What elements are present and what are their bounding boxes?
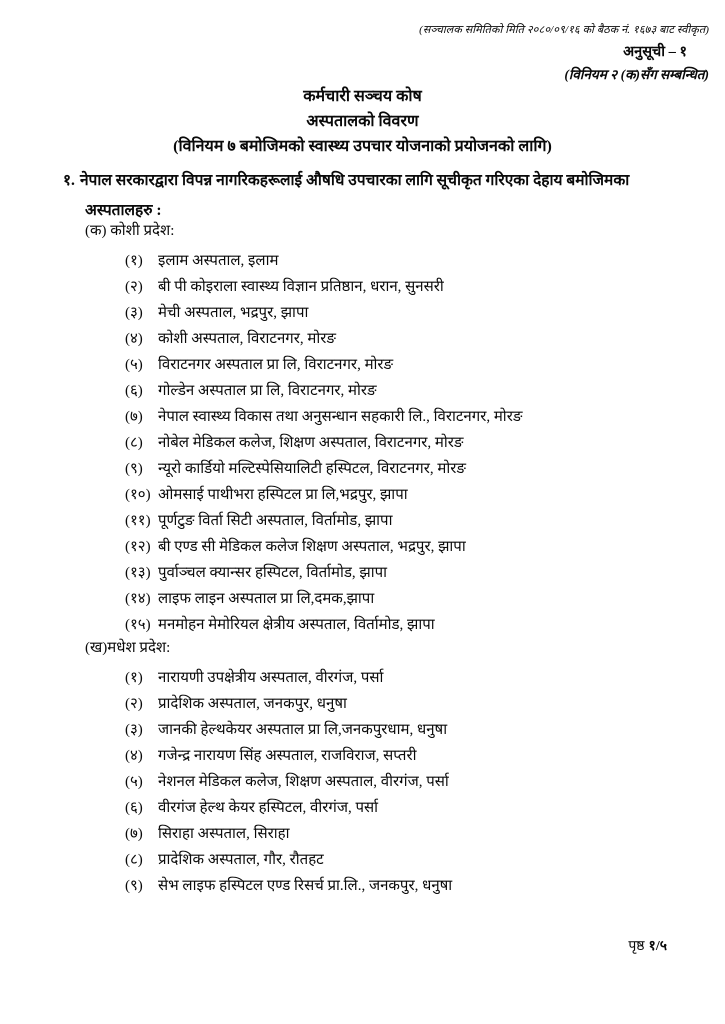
- title-block: [0, 84, 725, 159]
- item-text: कोशी अस्पताल, विराटनगर, मोरङ: [158, 331, 336, 347]
- list-item: [125, 797, 691, 823]
- list-item: [125, 406, 691, 432]
- item-text: जानकी हेल्थकेयर अस्पताल प्रा लि,जनकपुरधाम, धनुषा: [158, 722, 448, 738]
- item-text: गोल्डेन अस्पताल प्रा लि, विराटनगर, मोरङ: [158, 383, 377, 399]
- item-text: इलाम अस्पताल, इलाम: [158, 253, 279, 269]
- doc-purpose: (विनियम ७ बमोजिमको स्वास्थ्य उपचार योजनाको प्रयोजनको लागि): [173, 138, 552, 155]
- page-footer: [628, 936, 667, 955]
- header-annotations: [419, 22, 709, 83]
- list-item: [125, 745, 691, 771]
- item-number: (८): [125, 435, 143, 451]
- item-text: नारायणी उपक्षेत्रीय अस्पताल, वीरगंज, पर्सा: [158, 670, 384, 686]
- org-title: कर्मचारी सञ्चय कोष: [303, 88, 422, 105]
- list-item: [125, 562, 691, 588]
- list-item: [125, 484, 691, 510]
- item-text: लाइफ लाइन अस्पताल प्रा लि,दमक,झापा: [158, 591, 375, 607]
- list-item: [125, 693, 691, 719]
- list-item: [125, 667, 691, 693]
- item-number: (२): [125, 696, 143, 712]
- item-number: (३): [125, 305, 143, 321]
- item-text: गजेन्द्र नारायण सिंह अस्पताल, राजविराज, सप्तरी: [158, 748, 417, 764]
- list-item: [125, 380, 691, 406]
- item-text: प्रादेशिक अस्पताल, जनकपुर, धनुषा: [158, 696, 347, 712]
- item-text: सिराहा अस्पताल, सिराहा: [158, 826, 290, 842]
- item-number: (११): [125, 513, 151, 529]
- list-item: [125, 875, 691, 901]
- item-number: (१०): [125, 487, 151, 503]
- item-text: पुर्वाञ्चल क्यान्सर हस्पिटल, विर्तामोड, झापा: [158, 565, 388, 581]
- list-item: [125, 250, 691, 276]
- list-item: [125, 302, 691, 328]
- list-item: [125, 823, 691, 849]
- item-text: वीरगंज हेल्थ केयर हस्पिटल, वीरगंज, पर्सा: [158, 800, 379, 816]
- doc-subtitle: अस्पतालको विवरण: [306, 113, 419, 130]
- regulation-reference: (विनियम २ (क)सँग सम्बन्धित): [564, 67, 709, 82]
- item-number: (१२): [125, 539, 151, 555]
- list-item: [125, 588, 691, 614]
- hospital-list: [125, 667, 691, 901]
- item-number: (१३): [125, 565, 151, 581]
- section-heading: (क) कोशी प्रदेश:: [85, 223, 175, 239]
- item-text: बी एण्ड सी मेडिकल कलेज शिक्षण अस्पताल, भद्रपुर, झापा: [158, 539, 466, 555]
- page-number: १/५: [648, 939, 667, 954]
- item-text: प्रादेशिक अस्पताल, गौर, रौतहट: [158, 852, 324, 868]
- list-item: [125, 771, 691, 797]
- list-item: [125, 458, 691, 484]
- item-number: (७): [125, 409, 143, 425]
- item-text: विराटनगर अस्पताल प्रा लि, विराटनगर, मोरङ: [158, 357, 394, 373]
- section-heading: (ख)मधेश प्रदेश:: [85, 640, 171, 656]
- item-text: मेची अस्पताल, भद्रपुर, झापा: [158, 305, 309, 321]
- list-item: [125, 354, 691, 380]
- item-number: (९): [125, 461, 143, 477]
- item-text: नेपाल स्वास्थ्य विकास तथा अनुसन्धान सहकारी लि., विराटनगर, मोरङ: [158, 409, 523, 425]
- item-number: (५): [125, 357, 143, 373]
- item-number: (९): [125, 878, 143, 894]
- item-number: (१): [125, 670, 143, 686]
- list-item: [125, 432, 691, 458]
- section-madhesh-province: [85, 637, 691, 901]
- clause-text-continued: अस्पतालहरु :: [85, 202, 162, 219]
- annex-label: अनुसूची – १: [623, 44, 687, 60]
- item-text: पूर्णटुङ विर्ता सिटी अस्पताल, विर्तामोड, झापा: [158, 513, 393, 529]
- item-text: न्यूरो कार्डियो मल्टिस्पेसियालिटी हस्पिटल, विराटनगर, मोरङ: [158, 461, 466, 477]
- item-number: (२): [125, 279, 143, 295]
- list-item: [125, 276, 691, 302]
- item-number: (३): [125, 722, 143, 738]
- item-text: मनमोहन मेमोरियल क्षेत्रीय अस्पताल, विर्तामोड, झापा: [158, 617, 435, 633]
- intro-clause: [63, 166, 691, 226]
- item-number: (५): [125, 774, 143, 790]
- clause-number: १.: [63, 172, 75, 189]
- item-number: (१४): [125, 591, 151, 607]
- item-number: (४): [125, 331, 143, 347]
- item-number: (८): [125, 852, 143, 868]
- list-item: [125, 719, 691, 745]
- page-label: पृष्ठ: [628, 939, 645, 954]
- item-number: (१): [125, 253, 143, 269]
- item-text: बी पी कोइराला स्वास्थ्य विज्ञान प्रतिष्ठान, धरान, सुनसरी: [158, 279, 444, 295]
- section-koshi-province: [85, 220, 691, 640]
- item-text: सेभ लाइफ हस्पिटल एण्ड रिसर्च प्रा.लि., जनकपुर, धनुषा: [158, 878, 453, 894]
- list-item: [125, 328, 691, 354]
- clause-text: नेपाल सरकारद्वारा विपन्न नागरिकहरूलाई औषधि उपचारका लागि सूचीकृत गरिएका देहाय बमोजिमका: [79, 172, 630, 189]
- item-number: (६): [125, 800, 143, 816]
- approval-note: (सञ्चालक समितिको मिति २०८०/०९/१६ को बैठक नं. १६७३ बाट स्वीकृत): [419, 24, 709, 36]
- item-number: (१५): [125, 617, 151, 633]
- list-item: [125, 510, 691, 536]
- item-number: (७): [125, 826, 143, 842]
- list-item: [125, 849, 691, 875]
- item-number: (४): [125, 748, 143, 764]
- item-text: नेशनल मेडिकल कलेज, शिक्षण अस्पताल, वीरगंज, पर्सा: [158, 774, 449, 790]
- item-text: ओमसाई पाथीभरा हस्पिटल प्रा लि,भद्रपुर, झापा: [158, 487, 408, 503]
- hospital-list: [125, 250, 691, 640]
- item-text: नोबेल मेडिकल कलेज, शिक्षण अस्पताल, विराटनगर, मोरङ: [158, 435, 464, 451]
- item-number: (६): [125, 383, 143, 399]
- list-item: [125, 536, 691, 562]
